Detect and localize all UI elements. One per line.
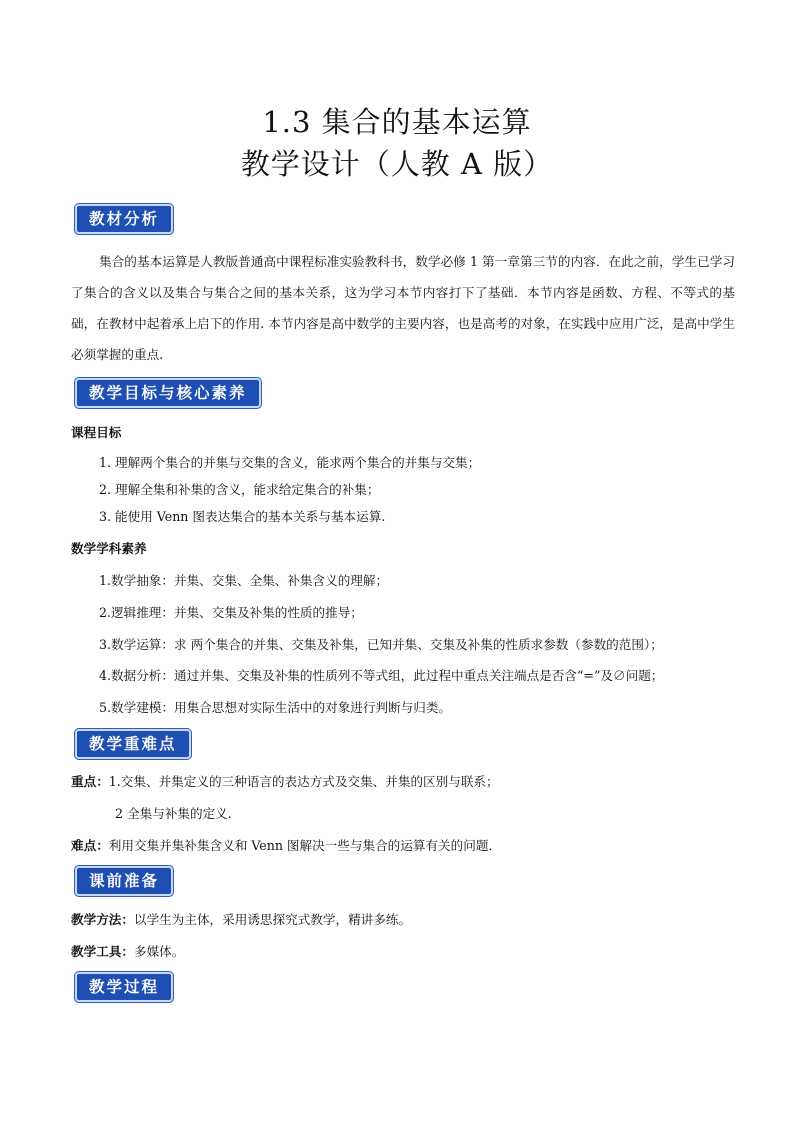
tools-line (71, 941, 735, 960)
materials-paragraph: 集合的基本运算是人教版普通高中课程标准实验教科书，数学必修 1 第一章第三节的内容．在此之前，学生已学习了集合的含义以及集合与集合之间的基本关系，这为学习本节内容打下了基础．本节内容是函数、方程、不等式的基础，在教材中起着承上启下的作用. 本节内容是高中数学的主要内容，也是高考的对象，在实践中应用广泛，是高中学生必须掌握的重点. (71, 254, 735, 362)
document-title: 1.3 集合的基本运算 (262, 105, 532, 139)
literacy-item: 5.数学建模：用集合思想对实际生活中的对象进行判断与归类。 (99, 700, 452, 715)
course-goal-item: 2. 理解全集和补集的含义，能求给定集合的补集； (99, 482, 380, 497)
tools-text: 多媒体。 (133, 944, 185, 959)
key-point-label: 重点： (71, 774, 109, 789)
key-point-line-2: 2 全集与补集的定义. (115, 806, 232, 821)
difficulty-text: 利用交集并集补集含义和 Venn 图解决一些与集合的运算有关的问题． (108, 838, 502, 853)
course-goals-title: 课程目标 (71, 425, 122, 440)
tools-label: 教学工具： (71, 944, 134, 959)
key-point-text: 1.交集、并集定义的三种语言的表达方式及交集、并集的区别与联系； (108, 774, 499, 789)
section-heading-materials: 教材分析 (75, 204, 173, 234)
course-goal-item: 1. 理解两个集合的并集与交集的含义，能求两个集合的并集与交集； (99, 455, 481, 470)
difficulty-line (71, 835, 735, 854)
literacy-item: 4.数据分析：通过并集、交集及补集的性质列不等式组，此过程中重点关注端点是否含“=”及∅问题； (99, 668, 664, 683)
literacy-title: 数学学科素养 (71, 541, 147, 556)
course-goal-item: 3. 能使用 Venn 图表达集合的基本关系与基本运算. (99, 509, 386, 524)
section-heading-key-points: 教学重难点 (75, 729, 191, 759)
difficulty-label: 难点： (71, 838, 109, 853)
key-point-line (71, 771, 735, 790)
literacy-item: 1.数学抽象：并集、交集、全集、补集含义的理解； (99, 573, 389, 588)
method-label: 教学方法： (71, 912, 134, 927)
section-heading-process: 教学过程 (75, 972, 173, 1002)
section-heading-preparation: 课前准备 (75, 866, 173, 896)
document-subtitle: 教学设计（人教 A 版） (240, 147, 554, 181)
method-text: 以学生为主体，采用诱思探究式教学，精讲多练。 (133, 912, 412, 927)
method-line (71, 909, 735, 928)
literacy-item: 2.逻辑推理：并集、交集及补集的性质的推导； (99, 605, 363, 620)
section-heading-goals: 教学目标与核心素养 (75, 378, 261, 408)
literacy-item: 3.数学运算：求 两个集合的并集、交集及补集，已知并集、交集及补集的性质求参数（参数的范围）； (99, 637, 663, 652)
